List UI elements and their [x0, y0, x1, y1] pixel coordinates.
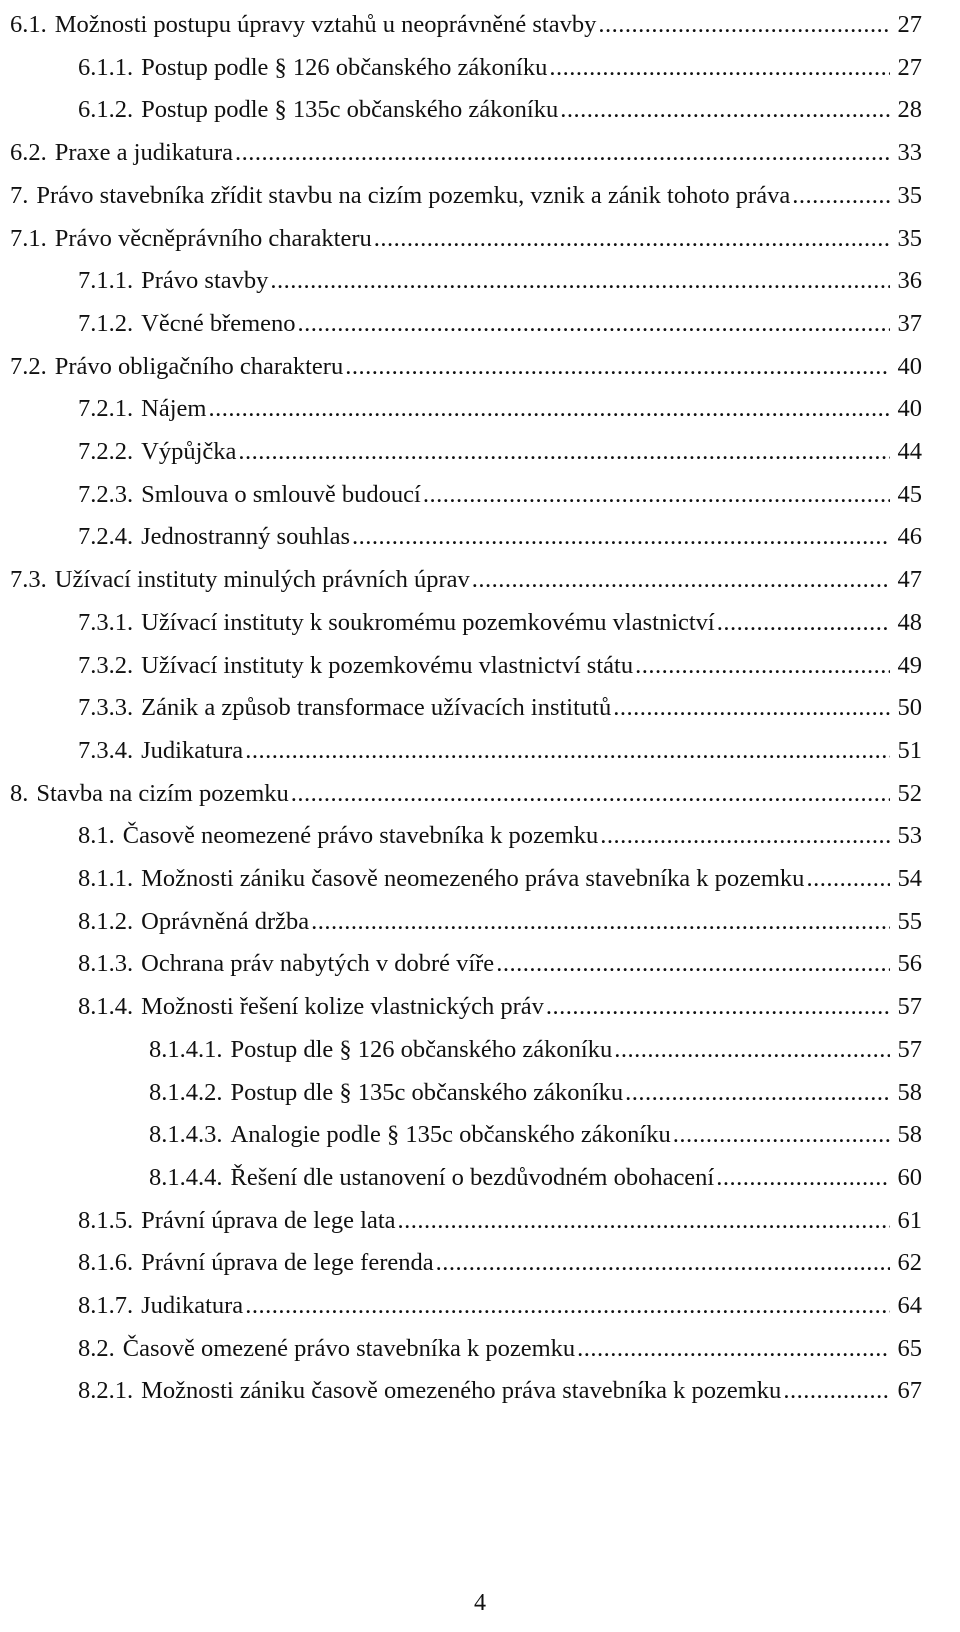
toc-entry-number: 8.1.	[78, 822, 115, 850]
toc-entry-page: 53	[897, 822, 922, 850]
toc-entry-title: Časově neomezené právo stavebníka k pozemku	[122, 822, 599, 850]
toc-entry-title: Postup podle § 126 občanského zákoníku	[141, 53, 548, 81]
toc-entry-page: 28	[897, 96, 922, 124]
toc-entry-page: 55	[897, 907, 922, 935]
toc-entry-page: 51	[897, 736, 922, 764]
toc-entry[interactable]	[78, 1366, 922, 1406]
dot-leader	[472, 565, 890, 595]
toc-entry-title: Možnosti zániku časově neomezeného práva stavebníka k pozemku	[141, 865, 805, 892]
toc-entry[interactable]	[78, 43, 922, 83]
toc-entry-title: Oprávněná držba	[141, 907, 310, 935]
toc-entry-number: 7.3.3.	[78, 694, 134, 722]
toc-entry-page: 57	[897, 993, 922, 1021]
toc-entry-title: Výpůjčka	[141, 438, 237, 465]
toc-entry[interactable]	[149, 1110, 922, 1150]
toc-entry-title: Možnosti postupu úpravy vztahů u neoprávněné stavby	[54, 11, 597, 38]
dot-leader	[345, 352, 889, 382]
toc-entry-page: 27	[897, 53, 922, 81]
toc-entry[interactable]	[149, 1025, 922, 1065]
dot-leader	[436, 1248, 890, 1278]
dot-leader	[496, 949, 889, 979]
toc-entry-number: 8.1.5.	[78, 1206, 134, 1234]
dot-leader	[352, 522, 889, 552]
toc-entry-title: Právo věcněprávního charakteru	[54, 224, 372, 252]
toc-entry[interactable]	[10, 214, 922, 254]
toc-entry-page: 40	[897, 352, 922, 380]
dot-leader	[291, 779, 890, 809]
toc-entry-number: 7.2.2.	[78, 438, 134, 465]
toc-entry-page: 47	[897, 566, 922, 594]
dot-leader	[311, 907, 889, 937]
dot-leader	[614, 1035, 889, 1065]
toc-entry-title: Praxe a judikatura	[54, 139, 233, 167]
toc-entry-page: 64	[897, 1292, 922, 1319]
dot-leader	[673, 1120, 890, 1150]
toc-entry-number: 7.2.4.	[78, 523, 134, 551]
toc-entry-page: 35	[897, 224, 922, 252]
toc-entry-number: 8.1.4.2.	[149, 1078, 223, 1106]
toc-entry-page: 50	[897, 694, 922, 722]
toc-entry[interactable]	[78, 598, 922, 638]
toc-entry-number: 7.2.1.	[78, 395, 134, 423]
toc-entry-title: Řešení dle ustanovení o bezdůvodném obohacení	[230, 1163, 715, 1191]
toc-entry[interactable]	[78, 384, 922, 424]
toc-entry-number: 7.3.	[10, 566, 47, 594]
toc-entry-title: Časově omezené právo stavebníka k pozemku	[122, 1334, 576, 1362]
dot-leader	[238, 437, 889, 467]
toc-entry[interactable]	[78, 299, 922, 339]
dot-leader	[625, 1078, 889, 1108]
dot-leader	[577, 1334, 889, 1364]
toc-entry-number: 7.1.2.	[78, 309, 134, 337]
toc-entry[interactable]	[78, 256, 922, 296]
dot-leader	[298, 309, 890, 339]
dot-leader	[613, 693, 889, 723]
toc-entry-page: 48	[897, 608, 922, 636]
toc-entry-title: Užívací instituty k soukromému pozemkovému vlastnictví	[141, 608, 715, 636]
toc-entry-number: 8.1.4.	[78, 993, 134, 1021]
toc-entry-number: 6.2.	[10, 139, 47, 167]
toc-entry[interactable]	[10, 555, 922, 595]
toc-entry[interactable]	[78, 641, 922, 681]
dot-leader	[792, 181, 889, 211]
toc-entry-number: 6.1.2.	[78, 96, 134, 124]
dot-leader	[560, 95, 889, 125]
toc-entry-number: 7.2.	[10, 352, 47, 380]
dot-leader	[549, 53, 889, 83]
dot-leader	[546, 992, 890, 1022]
toc-entry-title: Právo stavebníka zřídit stavbu na cizím pozemku, vznik a zánik tohoto práva	[36, 181, 791, 209]
toc-entry-number: 8.1.1.	[78, 865, 134, 892]
toc-entry[interactable]	[78, 85, 922, 125]
toc-entry-number: 7.3.2.	[78, 651, 134, 679]
toc-entry-number: 8.1.4.4.	[149, 1163, 223, 1191]
toc-entry-title: Právní úprava de lege ferenda	[141, 1249, 434, 1277]
toc-entry-number: 6.1.	[10, 11, 47, 38]
toc-entry-number: 7.2.3.	[78, 480, 134, 508]
toc-entry[interactable]	[10, 128, 922, 168]
toc-entry-title: Možnosti řešení kolize vlastnických práv	[141, 993, 544, 1021]
toc-entry-page: 35	[897, 181, 922, 209]
toc-entry-title: Stavba na cizím pozemku	[36, 779, 289, 807]
toc-entry-number: 8.2.	[78, 1334, 115, 1362]
toc-entry-title: Užívací instituty k pozemkovému vlastnictví státu	[141, 651, 634, 679]
toc-entry-page: 57	[897, 1035, 922, 1063]
toc-entry-page: 44	[897, 438, 922, 465]
toc-entry-page: 58	[897, 1121, 922, 1149]
toc-entry[interactable]	[78, 427, 922, 467]
toc-entry-number: 7.1.	[10, 224, 47, 252]
toc-entry-number: 7.	[10, 181, 29, 209]
dot-leader	[245, 736, 889, 766]
dot-leader	[783, 1376, 889, 1406]
toc-entry[interactable]	[10, 769, 922, 809]
toc-entry-page: 61	[897, 1206, 922, 1234]
toc-entry[interactable]	[78, 897, 922, 937]
toc-entry-title: Zánik a způsob transformace užívacích institutů	[141, 694, 612, 722]
toc-entry[interactable]	[78, 726, 922, 766]
toc-entry-title: Možnosti zániku časově omezeného práva stavebníka k pozemku	[141, 1377, 782, 1405]
toc-entry-title: Ochrana práv nabytých v dobré víře	[141, 950, 495, 978]
toc-entry-title: Věcné břemeno	[141, 309, 296, 337]
dot-leader	[208, 394, 889, 424]
page-number: 4	[474, 1590, 486, 1616]
toc-entry-title: Postup podle § 135c občanského zákoníku	[141, 96, 559, 124]
toc-entry[interactable]	[78, 1196, 922, 1236]
toc-entry-number: 7.1.1.	[78, 267, 134, 295]
toc-entry-number: 8.1.4.3.	[149, 1121, 223, 1149]
toc-entry-number: 8.1.7.	[78, 1292, 134, 1319]
toc-entry[interactable]	[78, 1238, 922, 1278]
toc-entry-page: 60	[897, 1163, 922, 1191]
toc-entry-title: Judikatura	[141, 736, 244, 764]
dot-leader	[235, 138, 890, 168]
toc-entry-page: 37	[897, 309, 922, 337]
toc-entry[interactable]	[149, 1068, 922, 1108]
toc-entry[interactable]	[10, 0, 922, 40]
toc-entry[interactable]	[78, 470, 922, 510]
toc-entry-page: 58	[897, 1078, 922, 1106]
toc-entry-title: Smlouva o smlouvě budoucí	[141, 480, 421, 508]
dot-leader	[598, 10, 889, 40]
toc-entry[interactable]	[78, 939, 922, 979]
toc-entry[interactable]	[149, 1153, 922, 1193]
toc-entry-title: Jednostranný souhlas	[141, 523, 351, 551]
dot-leader	[635, 651, 889, 681]
toc-entry-number: 8.1.4.1.	[149, 1035, 223, 1063]
toc-entry[interactable]	[78, 854, 922, 894]
toc-entry-page: 40	[897, 395, 922, 423]
toc-entry-number: 8.	[10, 779, 29, 807]
toc-entry-page: 52	[897, 779, 922, 807]
toc-entry-page: 62	[897, 1249, 922, 1277]
toc-entry-title: Analogie podle § 135c občanského zákoníku	[230, 1121, 671, 1149]
toc-entry-page: 33	[897, 139, 922, 167]
dot-leader	[806, 864, 889, 894]
dot-leader	[245, 1291, 889, 1321]
toc-entry-number: 7.3.1.	[78, 608, 134, 636]
toc-entry-number: 8.1.2.	[78, 907, 134, 935]
toc-entry-title: Užívací instituty minulých právních úprav	[54, 566, 470, 594]
toc-entry-title: Postup dle § 135c občanského zákoníku	[230, 1078, 624, 1106]
toc-entry[interactable]	[78, 512, 922, 552]
dot-leader	[270, 266, 889, 296]
toc-entry[interactable]	[78, 811, 922, 851]
dot-leader	[374, 224, 890, 254]
toc-entry[interactable]	[78, 1324, 922, 1364]
toc-entry-number: 8.1.3.	[78, 950, 134, 978]
toc-entry[interactable]	[10, 342, 922, 382]
toc-entry-number: 8.2.1.	[78, 1377, 134, 1405]
dot-leader	[717, 608, 890, 638]
toc-entry-page: 27	[897, 11, 922, 38]
toc-entry[interactable]	[10, 171, 922, 211]
toc-entry-page: 36	[897, 267, 922, 295]
toc-entry-number: 8.1.6.	[78, 1249, 134, 1277]
toc-entry-page: 56	[897, 950, 922, 978]
toc-entry-title: Právo stavby	[141, 267, 269, 295]
toc-entry-page: 67	[897, 1377, 922, 1405]
dot-leader	[398, 1206, 890, 1236]
toc-entry[interactable]	[78, 982, 922, 1022]
toc-entry-title: Postup dle § 126 občanského zákoníku	[230, 1035, 613, 1063]
dot-leader	[600, 821, 889, 851]
toc-entry-page: 54	[897, 865, 922, 892]
toc-entry-title: Nájem	[141, 395, 207, 423]
toc-entry-number: 7.3.4.	[78, 736, 134, 764]
toc-entry[interactable]	[78, 1281, 922, 1321]
toc-entry-title: Právo obligačního charakteru	[54, 352, 344, 380]
toc-entry-title: Právní úprava de lege lata	[141, 1206, 396, 1234]
toc-entry-title: Judikatura	[141, 1292, 244, 1319]
toc-entry-number: 6.1.1.	[78, 53, 134, 81]
dot-leader	[716, 1163, 889, 1193]
toc-entry-page: 65	[897, 1334, 922, 1362]
dot-leader	[423, 480, 890, 510]
toc-entry-page: 46	[897, 523, 922, 551]
toc-entry-page: 49	[897, 651, 922, 679]
toc-entry[interactable]	[78, 683, 922, 723]
toc-entry-page: 45	[897, 480, 922, 508]
